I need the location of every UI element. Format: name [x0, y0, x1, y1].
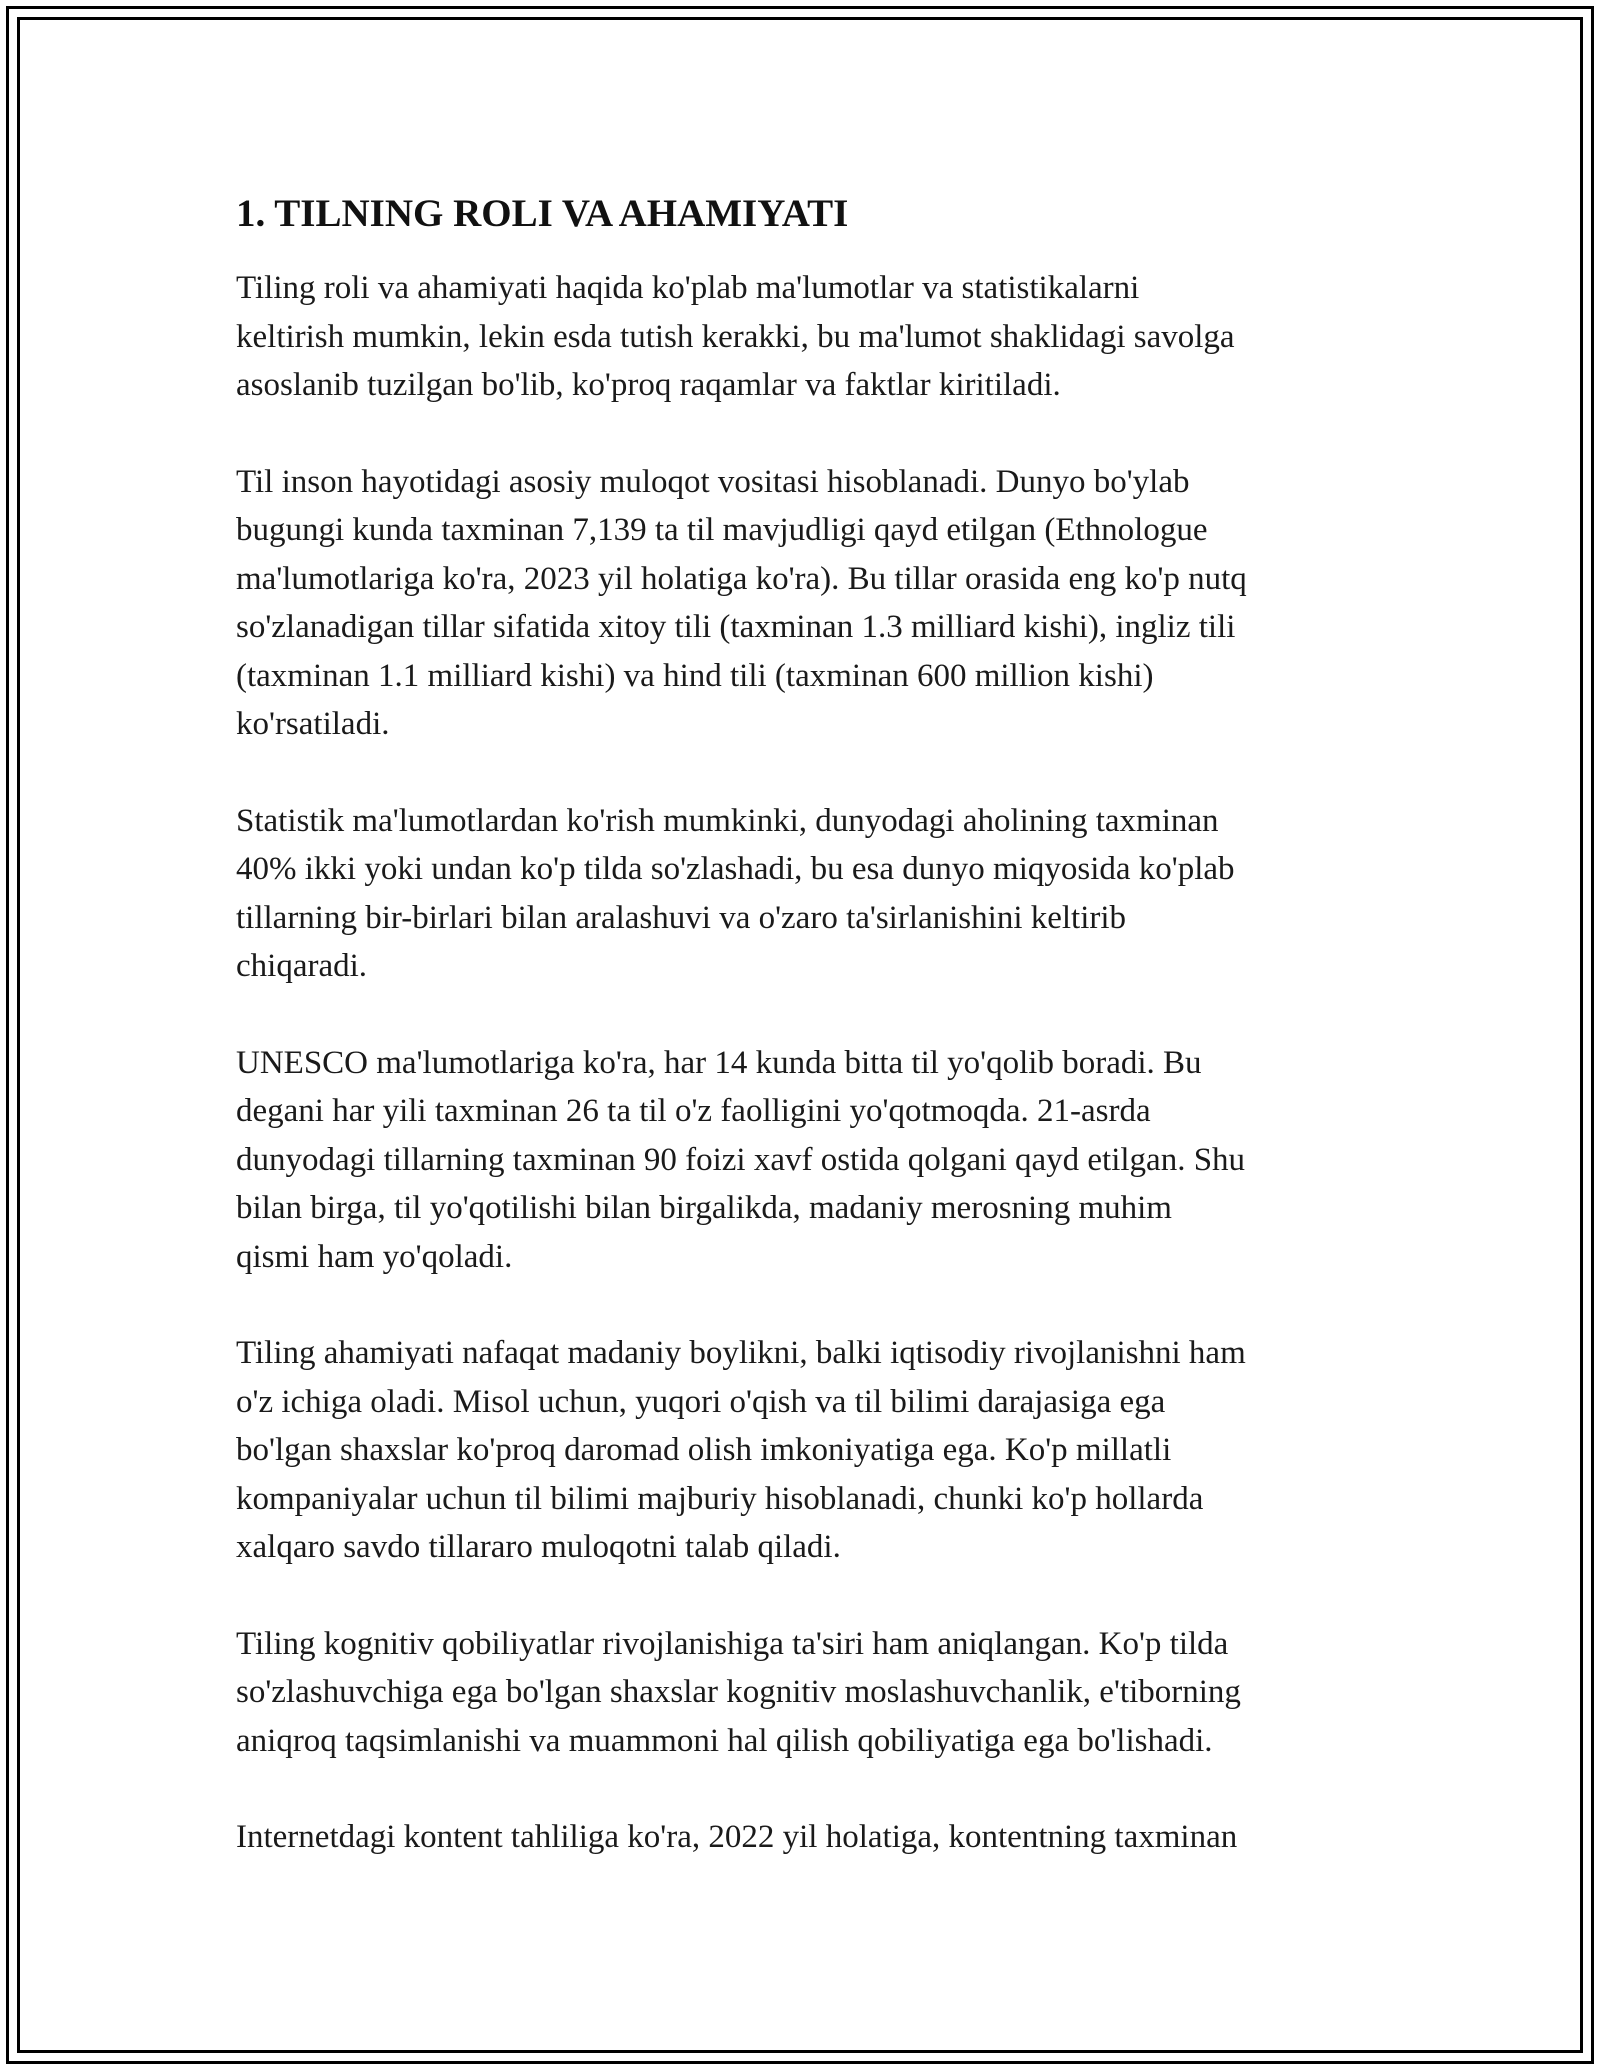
- paragraph: [236, 1039, 1376, 1282]
- document-body: [236, 188, 1376, 1910]
- paragraph-line: bugungi kunda taxminan 7,139 ta til mavjudligi qayd etilgan (Ethnologue: [236, 512, 1208, 548]
- paragraph-line: ko'rsatiladi.: [236, 706, 390, 742]
- paragraph: [236, 1620, 1376, 1766]
- paragraph-line: degani har yili taxminan 26 ta til o'z faolligini yo'qotmoqda. 21-asrda: [236, 1093, 1151, 1129]
- paragraph-line: UNESCO ma'lumotlariga ko'ra, har 14 kunda bitta til yo'qolib boradi. Bu: [236, 1044, 1202, 1081]
- paragraph-line: bo'lgan shaxslar ko'proq daromad olish imkoniyatiga ega. Ko'p millatli: [236, 1432, 1172, 1468]
- paragraph: [236, 797, 1376, 991]
- paragraph-line: qismi ham yo'qoladi.: [236, 1238, 513, 1275]
- paragraph-list: [236, 264, 1376, 1862]
- paragraph-line: chiqaradi.: [236, 948, 368, 984]
- paragraph: [236, 264, 1376, 410]
- paragraph-line: Tiling kognitiv qobiliyatlar rivojlanishiga ta'siri ham aniqlangan. Ko'p tilda: [236, 1625, 1229, 1662]
- paragraph-line: ma'lumotlariga ko'ra, 2023 yil holatiga ko'ra). Bu tillar orasida eng ko'p nutq: [236, 560, 1247, 597]
- paragraph-line: o'z ichiga oladi. Misol uchun, yuqori o'qish va til bilimi darajasiga ega: [236, 1383, 1166, 1420]
- paragraph-line: so'zlashuvchiga ega bo'lgan shaxslar kognitiv moslashuvchanlik, e'tiborning: [236, 1674, 1241, 1710]
- paragraph-line: Statistik ma'lumotlardan ko'rish mumkinki, dunyodagi aholining taxminan: [236, 802, 1219, 839]
- paragraph-line: Tiling ahamiyati nafaqat madaniy boylikni, balki iqtisodiy rivojlanishni ham: [236, 1335, 1246, 1371]
- paragraph-line: Tiling roli va ahamiyati haqida ko'plab ma'lumotlar va statistikalarni: [236, 270, 1140, 306]
- paragraph-line: dunyodagi tillarning taxminan 90 foizi xavf ostida qolgani qayd etilgan. Shu: [236, 1141, 1246, 1178]
- paragraph: [236, 1813, 1376, 1862]
- paragraph-line: kompaniyalar uchun til bilimi majburiy hisoblanadi, chunki ko'p hollarda: [236, 1480, 1204, 1517]
- paragraph-line: Internetdagi kontent tahliliga ko'ra, 2022 yil holatiga, kontentning taxminan: [236, 1819, 1238, 1855]
- paragraph: [236, 1329, 1376, 1572]
- paragraph-line: asoslanib tuzilgan bo'lib, ko'proq raqamlar va faktlar kiritiladi.: [236, 367, 1061, 403]
- paragraph: [236, 458, 1376, 749]
- paragraph-line: bilan birga, til yo'qotilishi bilan birgalikda, madaniy merosning muhim: [236, 1190, 1172, 1226]
- paragraph-line: so'zlanadigan tillar sifatida xitoy tili (taxminan 1.3 milliard kishi), ingliz tili: [236, 609, 1236, 645]
- paragraph-line: aniqroq taqsimlanishi va muammoni hal qilish qobiliyatiga ega bo'lishadi.: [236, 1722, 1213, 1759]
- section-heading: 1. TILNING ROLI VA AHAMIYATI: [236, 192, 849, 235]
- paragraph-line: xalqaro savdo tillararo muloqotni talab qiladi.: [236, 1529, 841, 1565]
- paragraph-line: Til inson hayotidagi asosiy muloqot vositasi hisoblanadi. Dunyo bo'ylab: [236, 463, 1190, 500]
- paragraph-line: 40% ikki yoki undan ko'p tilda so'zlashadi, bu esa dunyo miqyosida ko'plab: [236, 851, 1235, 887]
- paragraph-line: tillarning bir-birlari bilan aralashuvi va o'zaro ta'sirlanishini keltirib: [236, 899, 1127, 936]
- paragraph-line: keltirish mumkin, lekin esda tutish kerakki, bu ma'lumot shaklidagi savolga: [236, 318, 1235, 355]
- paragraph-line: (taxminan 1.1 milliard kishi) va hind tili (taxminan 600 million kishi): [236, 657, 1154, 694]
